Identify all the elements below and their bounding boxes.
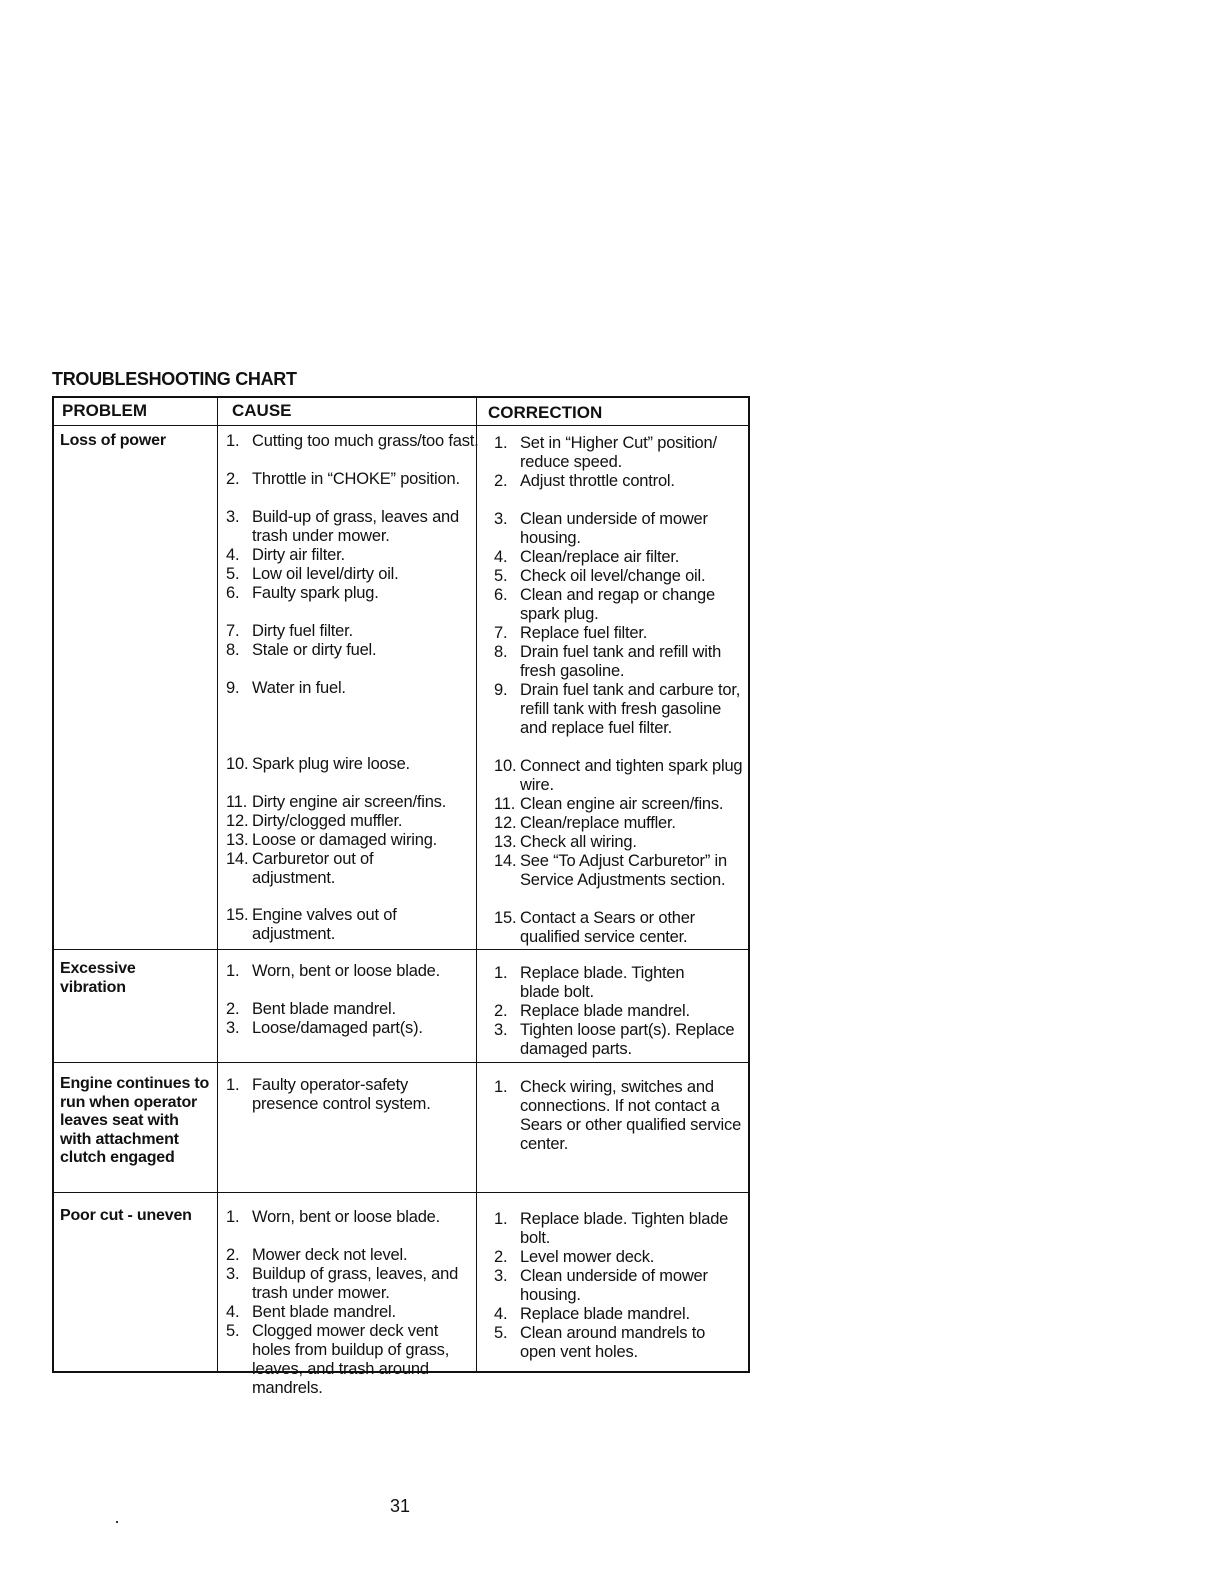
cause-item (226, 432, 486, 451)
item-number: 4. (226, 546, 240, 564)
item-number: 10. (494, 757, 517, 775)
item-number: 6. (494, 586, 508, 604)
correction-item (494, 757, 752, 795)
item-number: 5. (494, 567, 508, 585)
item-text: Worn, bent or loose blade. (252, 1208, 441, 1226)
item-text: Dirty fuel filter. (252, 622, 353, 640)
item-text: Clean underside of mower housing. (520, 1267, 708, 1304)
header-problem: PROBLEM (62, 401, 147, 420)
item-text: Engine valves out of adjustment. (252, 906, 397, 943)
item-text: Replace blade mandrel. (520, 1305, 690, 1323)
cause-item (226, 755, 486, 774)
header-divider (54, 425, 748, 426)
header-correction: CORRECTION (488, 403, 603, 422)
cause-item (226, 622, 486, 641)
speck-mark (116, 1521, 118, 1523)
correction-item (494, 1021, 744, 1059)
item-text: Replace fuel filter. (520, 624, 648, 642)
correction-item (494, 833, 752, 852)
correction-item (494, 1267, 752, 1305)
correction-item (494, 548, 752, 567)
item-text: Clean/replace muffler. (520, 814, 676, 832)
correction-item (494, 586, 752, 624)
correction-item (494, 643, 752, 681)
item-number: 13. (494, 833, 517, 851)
item-text: Low oil level/dirty oil. (252, 565, 399, 583)
item-text: Replace blade mandrel. (520, 1002, 690, 1020)
item-text: Level mower deck. (520, 1248, 655, 1266)
cause-item (226, 1303, 486, 1322)
item-text: Connect and tighten spark plug wire. (520, 757, 743, 794)
chart-title: TROUBLESHOOTING CHART (52, 369, 297, 389)
item-text: Loose or damaged wiring. (252, 831, 438, 849)
item-text: See “To Adjust Carburetor” in Service Adjustments section. (520, 852, 727, 889)
item-text: Mower deck not level. (252, 1246, 408, 1264)
header-cause: CAUSE (232, 401, 292, 420)
item-number: 2. (226, 1000, 240, 1018)
item-number: 9. (226, 679, 240, 697)
item-number: 2. (494, 1002, 508, 1020)
cause-item (226, 679, 486, 698)
item-number: 3. (226, 1019, 240, 1037)
item-number: 5. (226, 565, 240, 583)
correction-item (494, 624, 752, 643)
item-number: 5. (494, 1324, 508, 1342)
item-number: 8. (226, 641, 240, 659)
correction-item (494, 795, 752, 814)
item-number: 1. (494, 1210, 508, 1228)
troubleshooting-table (52, 396, 750, 1397)
row-divider (54, 949, 748, 950)
item-text: Check oil level/change oil. (520, 567, 706, 585)
item-number: 3. (494, 1021, 508, 1039)
item-text: Worn, bent or loose blade. (252, 962, 441, 980)
item-number: 15. (494, 909, 517, 927)
correction-item (494, 1324, 734, 1362)
item-text: Clogged mower deck vent holes from buildup of grass, leaves, and trash around mandrels. (252, 1322, 450, 1397)
cause-item (226, 508, 486, 546)
item-number: 4. (494, 1305, 508, 1323)
cause-item (226, 1019, 486, 1038)
cause-item (226, 584, 486, 603)
item-number: 14. (226, 850, 249, 868)
item-number: 1. (226, 432, 240, 450)
correction-item (494, 472, 752, 491)
item-number: 1. (226, 1076, 240, 1094)
item-text: Clean and regap or change spark plug. (520, 586, 715, 623)
row-divider (54, 1192, 748, 1193)
cause-item (226, 831, 486, 850)
item-text: Clean/replace air filter. (520, 548, 680, 566)
correction-item (494, 567, 752, 586)
item-text: Buildup of grass, leaves, and trash under mower. (252, 1265, 459, 1302)
correction-item (494, 510, 752, 548)
problem-poor-cut: Poor cut - uneven (60, 1207, 192, 1224)
item-text: Clean underside of mower housing. (520, 510, 708, 547)
item-number: 8. (494, 643, 508, 661)
item-text: Stale or dirty fuel. (252, 641, 377, 659)
item-number: 3. (226, 1265, 240, 1283)
item-text: Bent blade mandrel. (252, 1000, 396, 1018)
item-text: Drain fuel tank and refill with fresh gasoline. (520, 643, 722, 680)
item-text: Clean engine air screen/fins. (520, 795, 724, 813)
item-text: Adjust throttle control. (520, 472, 675, 490)
correction-item (494, 1248, 752, 1267)
item-text: Loose/damaged part(s). (252, 1019, 423, 1037)
item-number: 1. (494, 964, 508, 982)
item-number: 2. (494, 1248, 508, 1266)
item-text: Water in fuel. (252, 679, 346, 697)
item-text: Replace blade. Tighten blade bolt. (520, 964, 685, 1001)
cause-item (226, 1076, 466, 1114)
cause-item (226, 641, 486, 660)
item-number: 1. (494, 434, 508, 452)
page-number: 31 (390, 1496, 411, 1516)
item-text: Dirty/clogged muffler. (252, 812, 403, 830)
correction-item (494, 814, 752, 833)
item-text: Dirty engine air screen/fins. (252, 793, 447, 811)
correction-item (494, 1002, 752, 1021)
item-text: Bent blade mandrel. (252, 1303, 396, 1321)
item-text: Cutting too much grass/too fast. (252, 432, 479, 450)
item-number: 3. (226, 508, 240, 526)
cause-item (226, 1265, 466, 1303)
cause-item (226, 1208, 486, 1227)
cause-item (226, 470, 486, 489)
item-number: 1. (226, 1208, 240, 1226)
column-divider (217, 398, 218, 1371)
item-text: Build-up of grass, leaves and trash under mower. (252, 508, 459, 545)
item-number: 12. (226, 812, 249, 830)
correction-item (494, 909, 752, 947)
item-text: Clean around mandrels to open vent holes. (520, 1324, 706, 1361)
item-text: Faulty spark plug. (252, 584, 379, 602)
item-number: 11. (494, 795, 516, 813)
item-number: 2. (226, 1246, 240, 1264)
item-text: Check all wiring. (520, 833, 637, 851)
item-number: 11. (226, 793, 248, 811)
item-number: 5. (226, 1322, 240, 1340)
cause-item (226, 546, 486, 565)
cause-item (226, 962, 486, 981)
problem-loss-of-power: Loss of power (60, 432, 166, 449)
item-number: 2. (494, 472, 508, 490)
item-number: 4. (226, 1303, 240, 1321)
item-number: 14. (494, 852, 517, 870)
correction-item (494, 852, 739, 890)
item-text: Replace blade. Tighten blade bolt. (520, 1210, 729, 1247)
cause-item (226, 850, 426, 888)
item-number: 15. (226, 906, 249, 924)
item-number: 7. (494, 624, 508, 642)
item-number: 1. (226, 962, 240, 980)
item-number: 10. (226, 755, 249, 773)
problem-excessive-vibration: Excessive vibration (60, 960, 136, 996)
item-number: 7. (226, 622, 240, 640)
item-number: 2. (226, 470, 240, 488)
item-text: Drain fuel tank and carbure tor, refill tank with fresh gasoline and replace fuel filter. (520, 681, 741, 737)
item-text: Faulty operator-safety presence control system. (252, 1076, 431, 1113)
correction-item (494, 1210, 734, 1248)
cause-item (226, 1246, 486, 1265)
item-text: Set in “Higher Cut” position/ reduce speed. (520, 434, 717, 471)
item-number: 13. (226, 831, 249, 849)
item-text: Check wiring, switches and connections. If not contact a Sears or other qualified service center. (520, 1078, 742, 1153)
item-text: Tighten loose part(s). Replace damaged parts. (520, 1021, 735, 1058)
cause-item (226, 906, 456, 944)
row-divider (54, 1062, 748, 1063)
correction-item (494, 681, 752, 738)
item-number: 1. (494, 1078, 508, 1096)
item-number: 12. (494, 814, 517, 832)
item-number: 6. (226, 584, 240, 602)
item-text: Carburetor out of adjustment. (252, 850, 374, 887)
item-number: 3. (494, 510, 508, 528)
item-number: 3. (494, 1267, 508, 1285)
item-text: Spark plug wire loose. (252, 755, 410, 773)
item-text: Contact a Sears or other qualified service center. (520, 909, 695, 946)
problem-engine-continues: Engine continues to run when operator leaves seat with with attachment clutch engaged (60, 1075, 210, 1166)
correction-item (494, 1078, 756, 1154)
cause-item (226, 812, 486, 831)
correction-item (494, 964, 694, 1002)
correction-item (494, 434, 752, 472)
cause-item (226, 1000, 486, 1019)
correction-item (494, 1305, 752, 1324)
cause-item (226, 1322, 476, 1398)
item-number: 9. (494, 681, 508, 699)
cause-item (226, 793, 486, 812)
item-text: Throttle in “CHOKE” position. (252, 470, 460, 488)
item-text: Dirty air filter. (252, 546, 345, 564)
item-number: 4. (494, 548, 508, 566)
cause-item (226, 565, 486, 584)
